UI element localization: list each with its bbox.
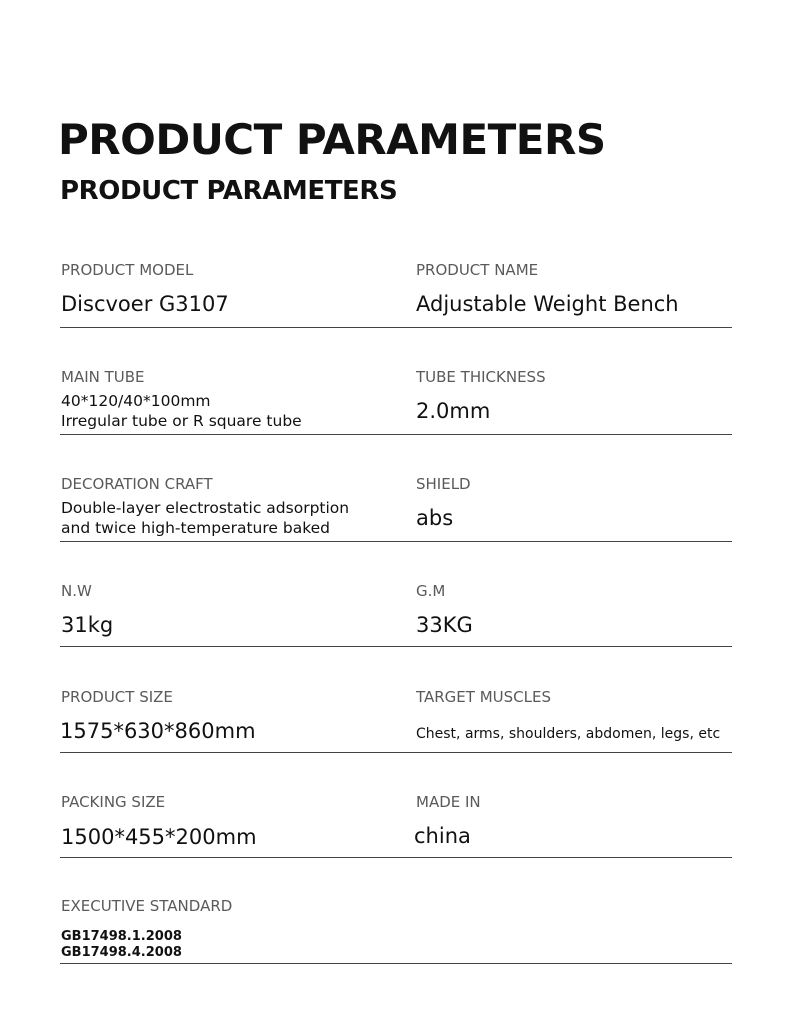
parameter-value: Discvoer G3107: [61, 292, 229, 316]
parameter-executive-standard: [61, 897, 406, 963]
parameter-value: [61, 929, 182, 961]
parameter-row-packing-origin: [60, 793, 732, 858]
parameter-label: TARGET MUSCLES: [416, 688, 551, 706]
parameter-label: PRODUCT MODEL: [61, 261, 194, 279]
page-title: PRODUCT PARAMETERS: [58, 115, 606, 164]
parameter-value-line: GB17498.1.2008: [61, 929, 182, 944]
parameter-row-model-name: [60, 261, 732, 328]
parameter-net-weight: [61, 582, 406, 646]
parameter-target-muscles: [416, 688, 736, 752]
parameter-packing-size: [61, 793, 406, 857]
parameter-product-size: [61, 688, 406, 752]
parameter-shield: [416, 475, 736, 541]
parameter-product-model: [61, 261, 406, 327]
parameter-label: MAIN TUBE: [61, 368, 145, 386]
parameter-label: G.M: [416, 582, 446, 600]
parameter-label: PRODUCT NAME: [416, 261, 539, 279]
parameter-value: 33KG: [416, 613, 473, 637]
parameter-value: Adjustable Weight Bench: [416, 292, 679, 316]
parameter-value: 1575*630*860mm: [60, 719, 256, 743]
parameter-value: 1500*455*200mm: [61, 825, 257, 849]
parameter-main-tube: [61, 368, 406, 434]
parameter-value: 31kg: [61, 613, 114, 637]
parameter-label: EXECUTIVE STANDARD: [61, 897, 233, 915]
parameter-value: [61, 391, 302, 431]
parameter-row-size-muscles: [60, 688, 732, 753]
parameter-value-line: 40*120/40*100mm: [61, 392, 211, 410]
parameter-label: PRODUCT SIZE: [61, 688, 173, 706]
parameter-value: [61, 498, 349, 538]
parameter-product-name: [416, 261, 736, 327]
page-subtitle: PRODUCT PARAMETERS: [60, 176, 398, 206]
parameter-row-standard: [60, 897, 732, 964]
parameter-made-in: [416, 793, 736, 857]
parameter-tube-thickness: [416, 368, 736, 434]
parameter-value-line: GB17498.4.2008: [61, 945, 182, 960]
parameter-gross-weight: [416, 582, 736, 646]
parameter-label: MADE IN: [416, 793, 481, 811]
parameter-value-line: Irregular tube or R square tube: [61, 412, 302, 430]
parameter-value-line: and twice high-temperature baked: [61, 519, 331, 537]
parameter-row-tube: [60, 368, 732, 435]
parameter-value: abs: [416, 506, 454, 530]
parameter-value: Chest, arms, shoulders, abdomen, legs, etc: [416, 726, 721, 742]
parameter-value: china: [414, 824, 471, 848]
parameter-label: DECORATION CRAFT: [61, 475, 213, 493]
parameter-row-craft-shield: [60, 475, 732, 542]
parameter-label: PACKING SIZE: [61, 793, 166, 811]
parameter-label: SHIELD: [416, 475, 471, 493]
parameter-decoration-craft: [61, 475, 406, 541]
parameter-value: 2.0mm: [416, 399, 491, 423]
parameter-label: N.W: [61, 582, 92, 600]
parameter-label: TUBE THICKNESS: [416, 368, 546, 386]
parameter-row-weight: [60, 582, 732, 647]
parameter-value-line: Double-layer electrostatic adsorption: [61, 499, 350, 517]
